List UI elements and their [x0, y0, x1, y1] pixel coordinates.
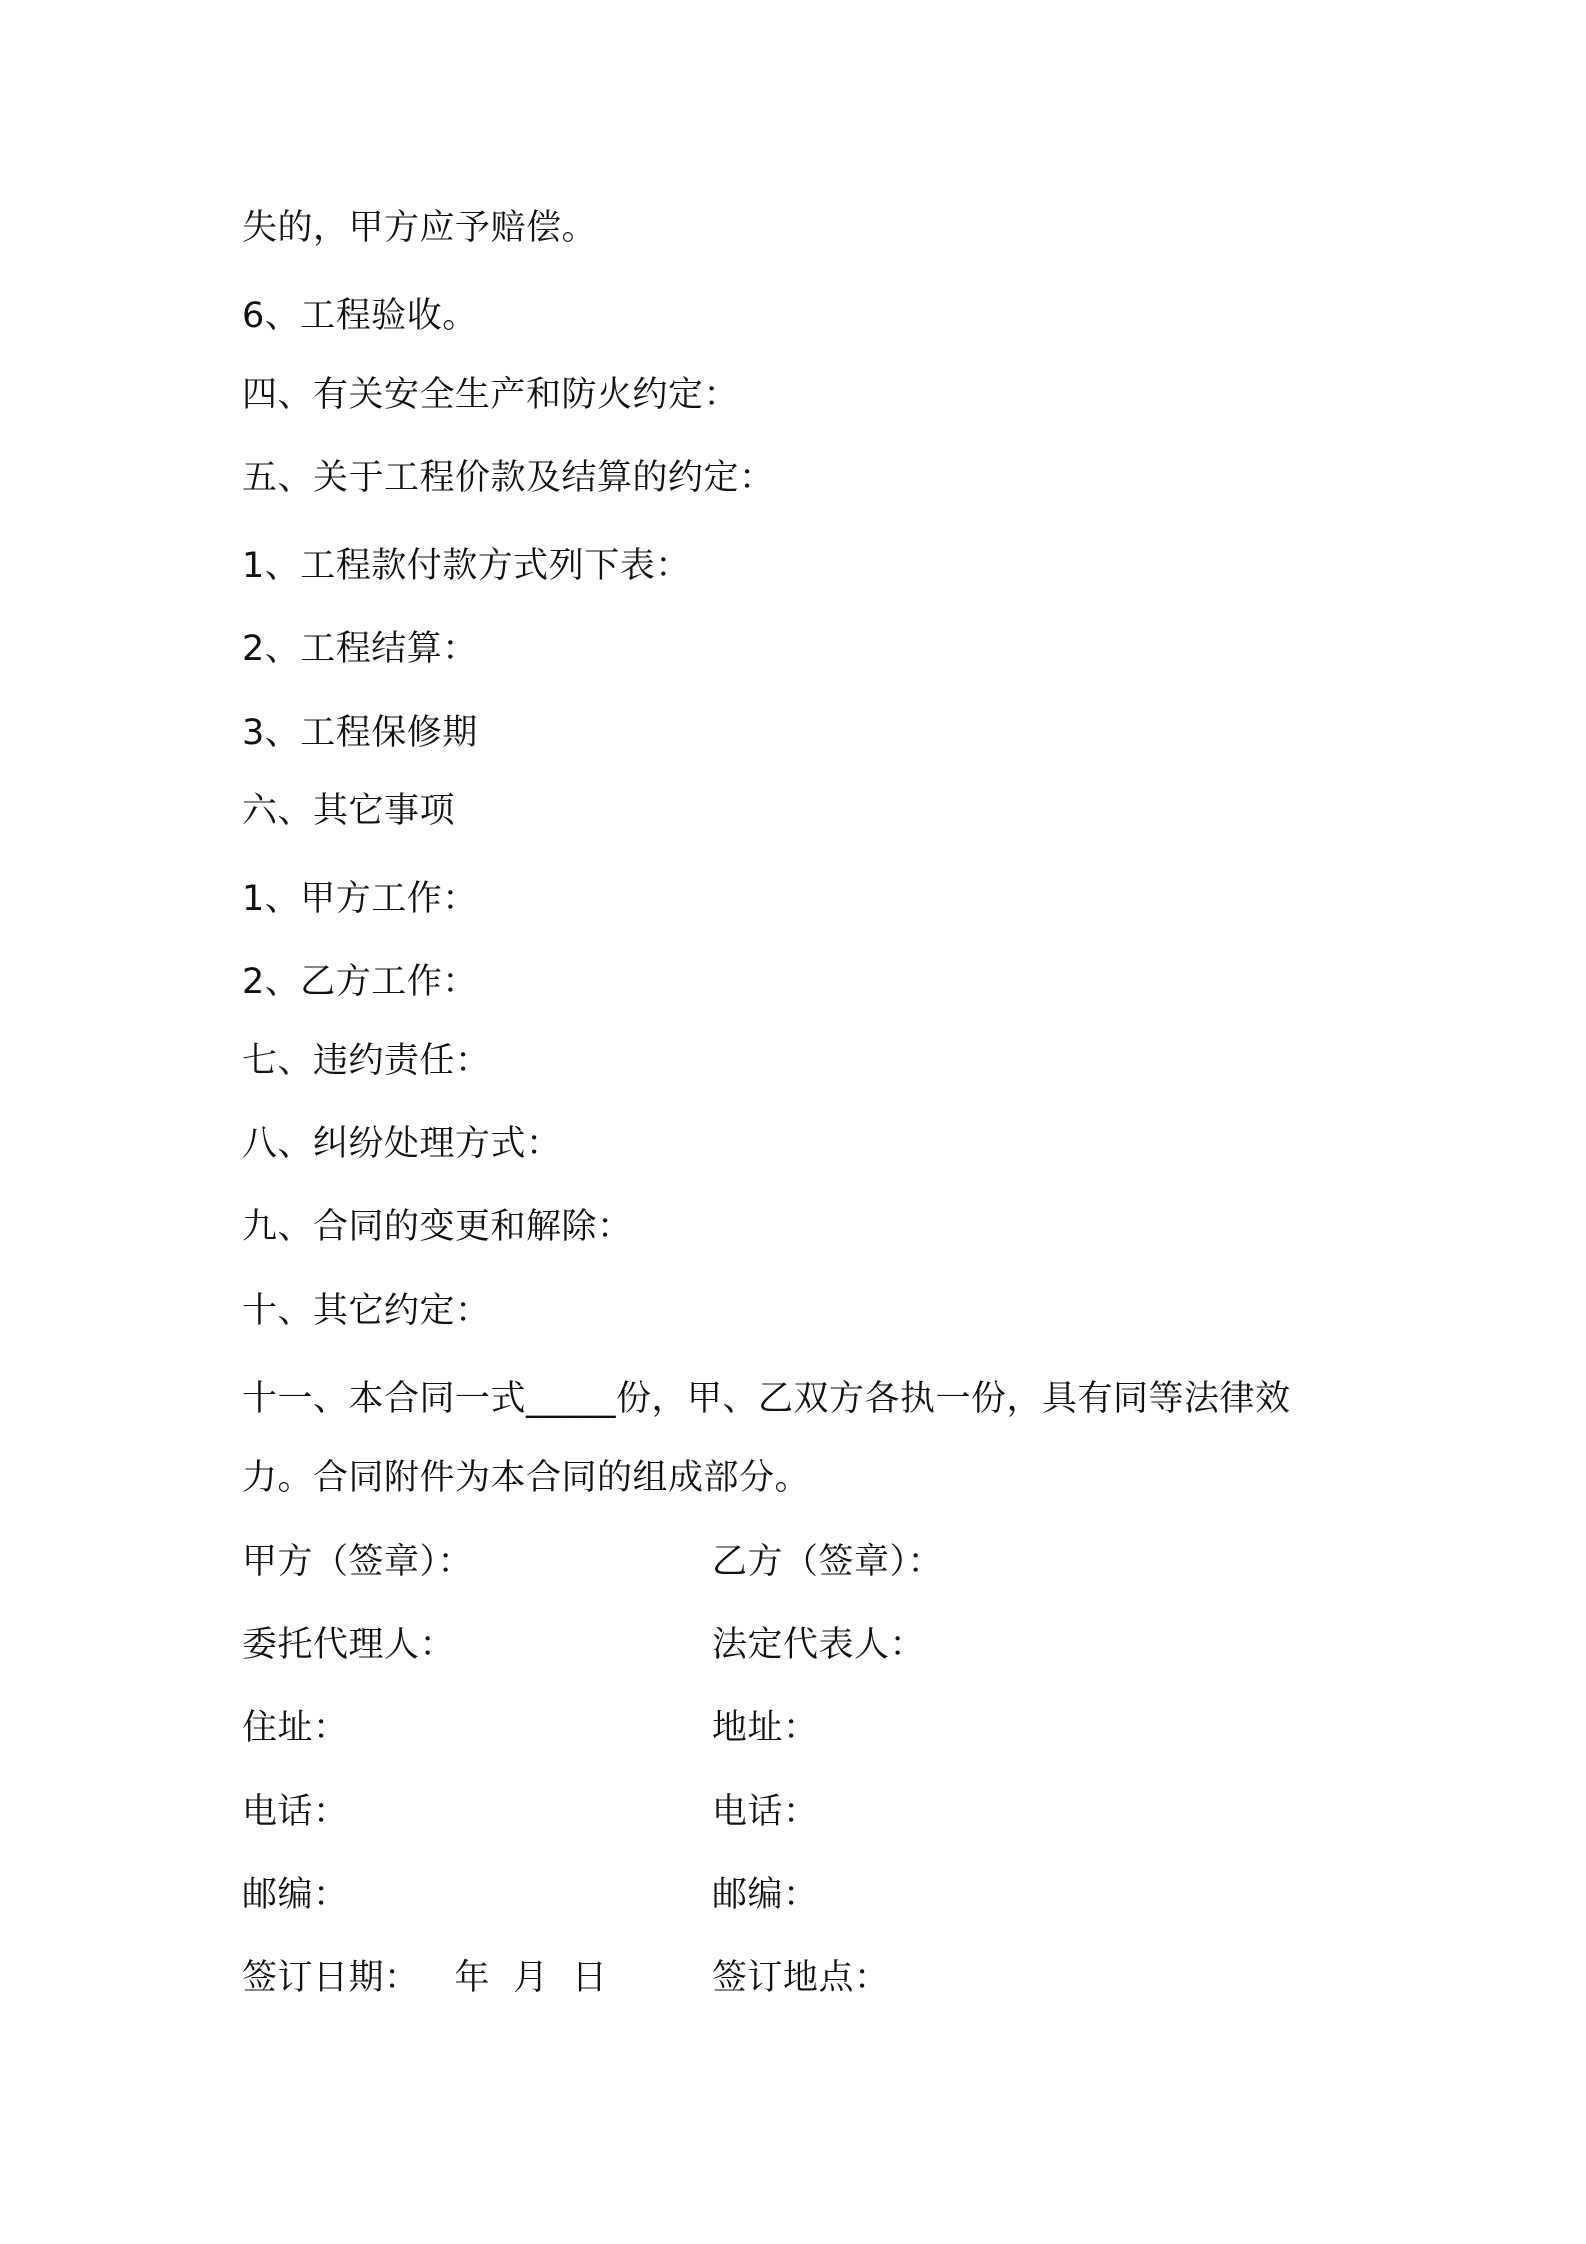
section-heading: 五、关于工程价款及结算的约定：	[242, 458, 775, 498]
paragraph-line: 失的，甲方应予赔偿。	[242, 208, 598, 248]
party-b-address-label: 地址：	[712, 1708, 819, 1748]
party-b-postcode-label: 邮编：	[712, 1875, 819, 1915]
section-heading: 六、其它事项	[242, 791, 456, 831]
section-heading: 九、合同的变更和解除：	[242, 1207, 633, 1247]
section-heading: 十、其它约定：	[242, 1291, 491, 1331]
paragraph-line: 1、工程款付款方式列下表：	[242, 546, 691, 586]
party-a-seal-label: 甲方（签章）：	[242, 1542, 474, 1582]
party-a-phone-label: 电话：	[242, 1792, 349, 1832]
section-heading: 十一、本合同一式_____份，甲、乙双方各执一份，具有同等法律效	[242, 1379, 1291, 1419]
section-heading: 四、有关安全生产和防火约定：	[242, 375, 740, 415]
party-a-address-label: 住址：	[242, 1708, 349, 1748]
sign-date-label: 签订日期： 年 月 日	[242, 1958, 608, 1998]
party-a-agent-label: 委托代理人：	[242, 1625, 456, 1665]
party-b-phone-label: 电话：	[712, 1792, 819, 1832]
paragraph-line: 2、乙方工作：	[242, 962, 478, 1002]
party-a-postcode-label: 邮编：	[242, 1875, 349, 1915]
paragraph-line: 1、甲方工作：	[242, 879, 478, 919]
section-heading: 七、违约责任：	[242, 1041, 491, 1081]
section-heading: 八、纠纷处理方式：	[242, 1124, 562, 1164]
paragraph-line: 2、工程结算：	[242, 629, 478, 669]
paragraph-line: 3、工程保修期	[242, 713, 478, 753]
paragraph-line: 力。合同附件为本合同的组成部分。	[242, 1458, 811, 1498]
party-b-seal-label: 乙方（签章）：	[712, 1542, 944, 1582]
paragraph-line: 6、工程验收。	[242, 296, 478, 336]
party-b-representative-label: 法定代表人：	[712, 1625, 926, 1665]
sign-place-label: 签订地点：	[712, 1958, 890, 1998]
